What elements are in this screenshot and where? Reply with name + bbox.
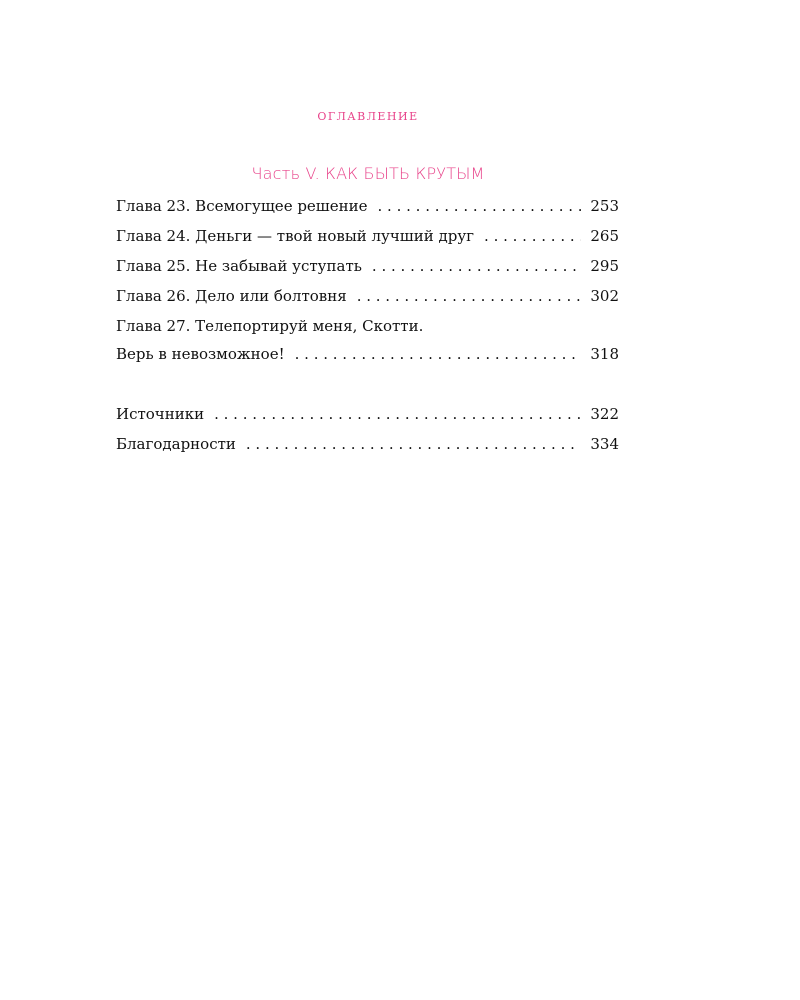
part-title: Часть V. КАК БЫТЬ КРУТЫМ [251,164,485,183]
table-of-contents [116,193,619,461]
toc-entry-title-line-2: Верь в невозможное! [116,345,285,363]
toc-entry-page: 302 [590,287,619,305]
dot-leader [484,223,581,249]
dot-leader [295,341,581,367]
dot-leader [246,431,581,457]
dot-leader [378,193,581,219]
toc-entry-title-line-1: Глава 27. Телепортируй меня, Скотти. [116,317,424,335]
toc-entry-page: 295 [590,257,619,275]
toc-entry-title: Глава 24. Деньги — твой новый лучший друг [116,227,475,245]
dot-leader [214,401,581,427]
toc-entry-title: Благодарности [116,435,236,453]
toc-entry-title: Глава 26. Дело или болтовня [116,287,347,305]
running-head: ОГЛАВЛЕНИЕ [317,110,419,123]
toc-entry-page: 322 [590,405,619,423]
toc-entry-chapter-23[interactable] [116,193,619,223]
toc-entry-page: 334 [590,435,619,453]
toc-entry-page: 318 [590,345,619,363]
toc-entry-title: Глава 23. Всемогущее решение [116,197,368,215]
toc-entry-title: Источники [116,405,205,423]
toc-entry-page: 253 [590,197,619,215]
toc-entry-title: Глава 25. Не забывай уступать [116,257,362,275]
dot-leader [372,253,581,279]
toc-entry-chapter-25[interactable] [116,253,619,283]
toc-entry-chapter-24[interactable] [116,223,619,253]
section-spacer [116,371,619,401]
toc-entry-sources[interactable] [116,401,619,431]
toc-entry-acknowledgements[interactable] [116,431,619,461]
toc-entry-page: 265 [590,227,619,245]
dot-leader [357,283,581,309]
toc-entry-chapter-26[interactable] [116,283,619,313]
toc-entry-chapter-27[interactable] [116,313,619,371]
